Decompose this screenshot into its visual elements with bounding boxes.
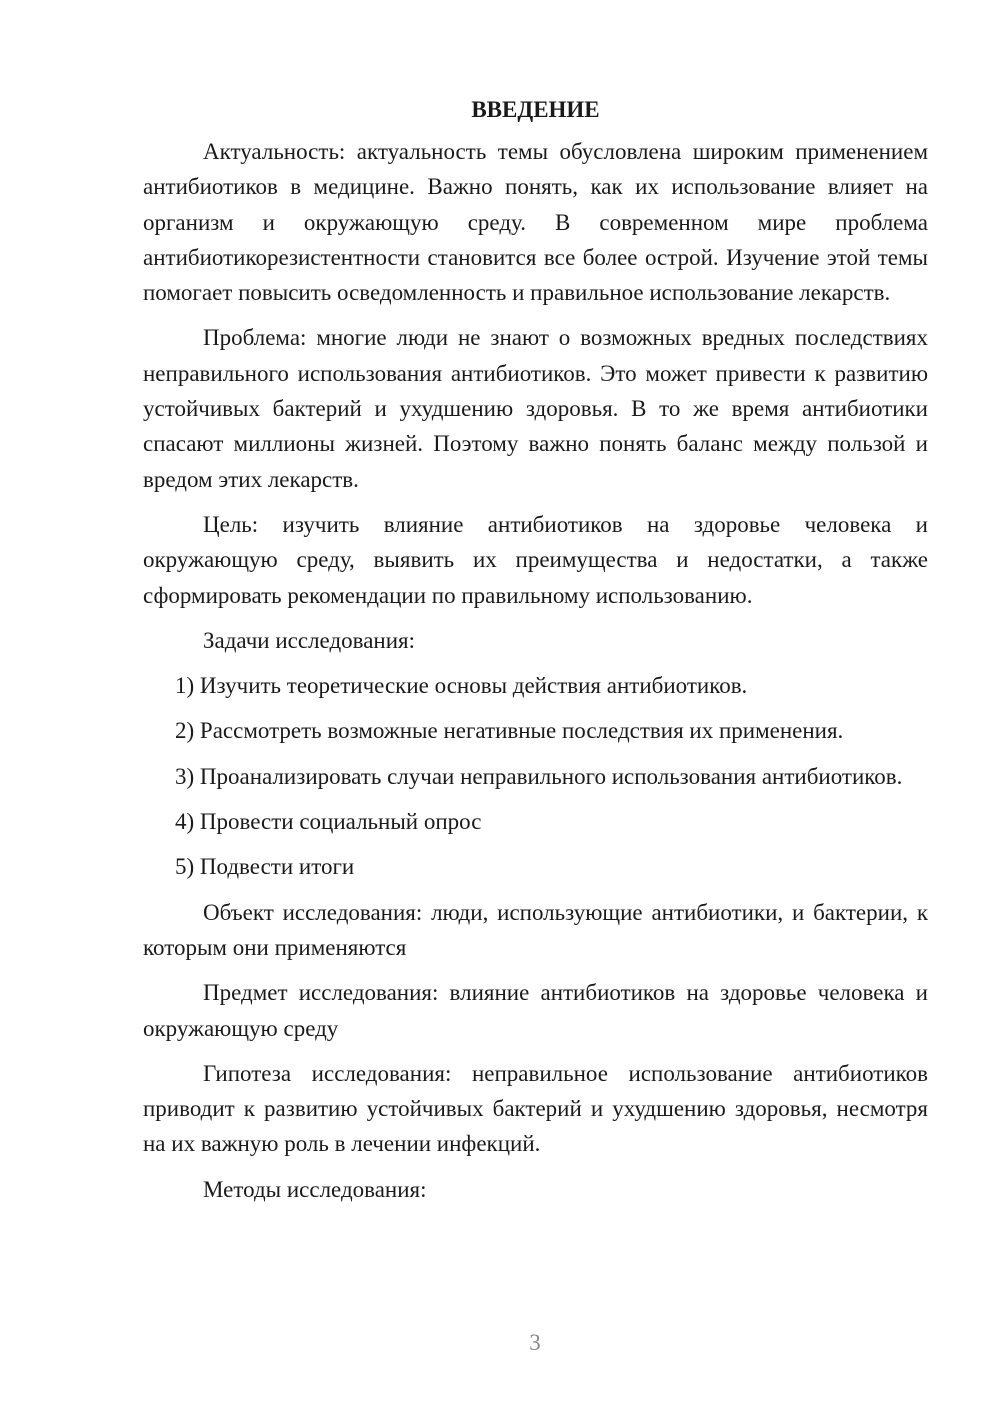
goal-paragraph: Цель: изучить влияние антибиотиков на здоровье человека и окружающую среду, выявить их преимущества и недостатки, а также сформировать рекомендации по правильному использованию. — [143, 511, 928, 608]
methods-heading: Методы исследования: — [203, 1176, 427, 1202]
page-number: 3 — [529, 1330, 541, 1355]
hypothesis-paragraph: Гипотеза исследования: неправильное использование антибиотиков приводит к развитию устойчивых бактерий и ухудшению здоровья, несмотря на их важную роль в лечении инфекций. — [143, 1060, 928, 1157]
task-item: 4) Провести социальный опрос — [175, 809, 482, 835]
page-content — [143, 94, 928, 1217]
task-item: 3) Проанализировать случаи неправильного использования антибиотиков. — [175, 763, 903, 789]
object-paragraph: Объект исследования: люди, использующие антибиотики, и бактерии, к которым они применяются — [143, 899, 928, 960]
problem-paragraph: Проблема: многие люди не знают о возможных вредных последствиях неправильного использования антибиотиков. Это может привести к развитию устойчивых бактерий и ухудшению здоровья. В то же время антибиотики спасают миллионы жизней. Поэтому важно понять баланс между пользой и вредом этих лекарств. — [143, 325, 928, 492]
page-title: ВВЕДЕНИЕ — [471, 97, 600, 122]
tasks-heading: Задачи исследования: — [203, 627, 416, 653]
task-item: 1) Изучить теоретические основы действия антибиотиков. — [175, 673, 748, 699]
subject-paragraph: Предмет исследования: влияние антибиотиков на здоровье человека и окружающую среду — [143, 980, 928, 1041]
relevance-paragraph: Актуальность: актуальность темы обусловлена широким применением антибиотиков в медицине. Важно понять, как их использование влияет на организм и окружающую среду. В современном мире проблема антибиотикорезистентности становится все более острой. Изучение этой темы помогает повысить осведомленность и правильное использование лекарств. — [143, 139, 928, 306]
task-item: 5) Подвести итоги — [175, 854, 355, 880]
task-item: 2) Рассмотреть возможные негативные последствия их применения. — [175, 718, 844, 744]
